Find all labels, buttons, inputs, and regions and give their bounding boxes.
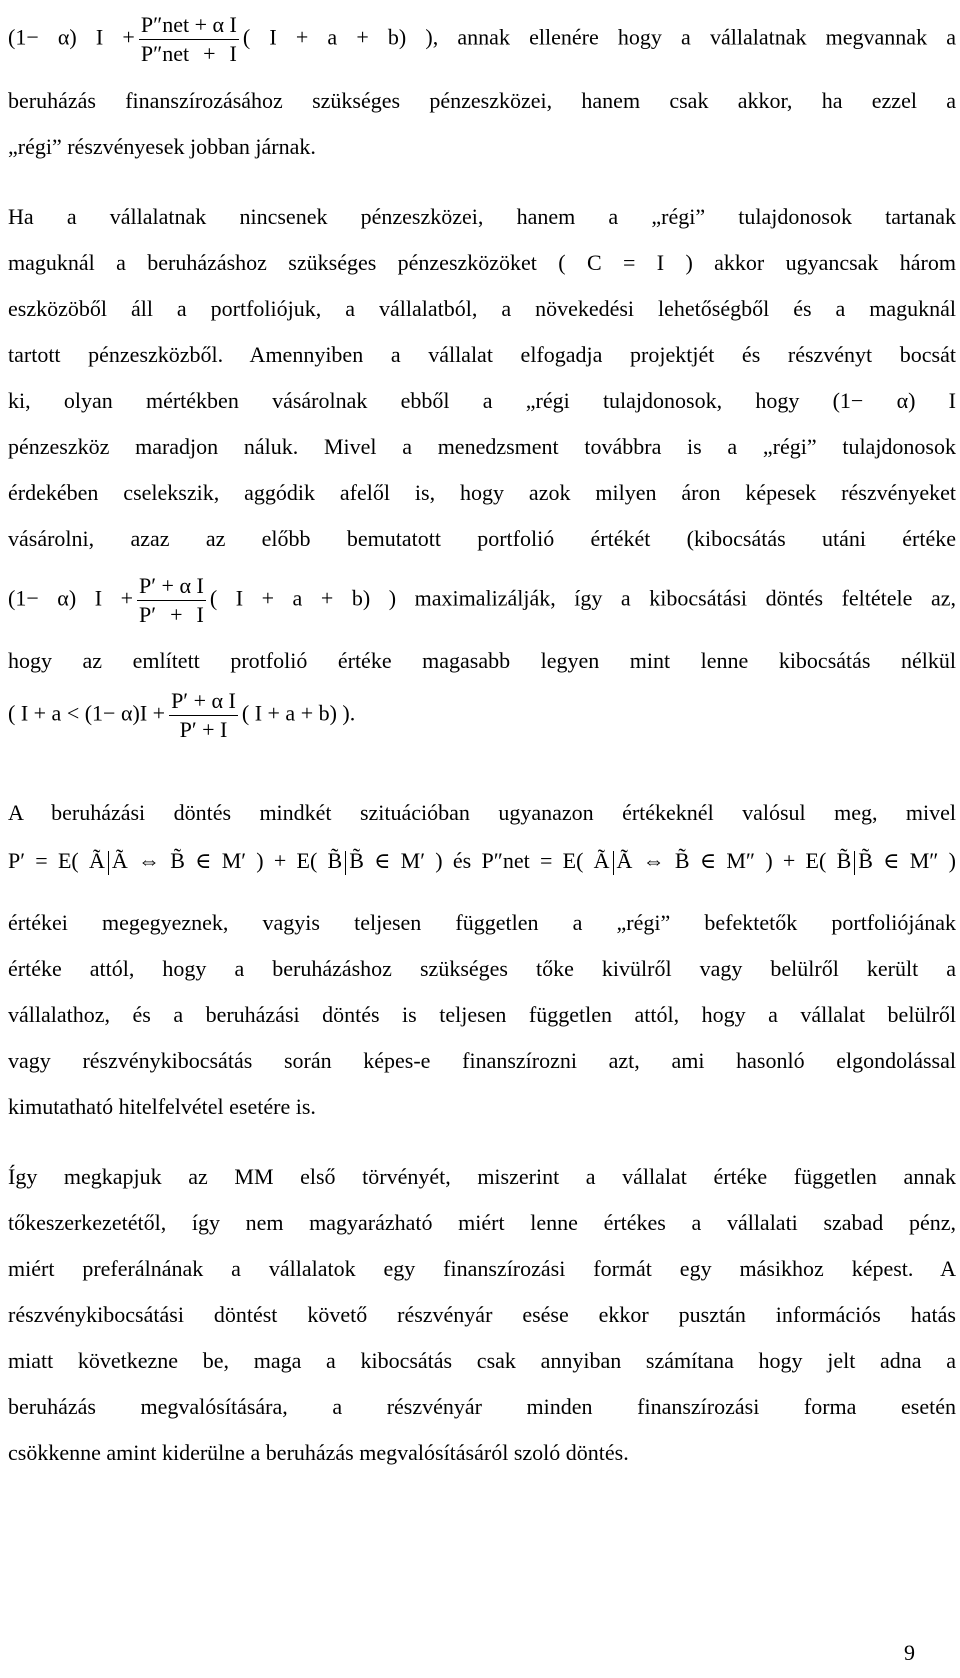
formula-part: P″net = E( Ã	[481, 848, 610, 873]
formula-part: B̃ ∈ M″ )	[858, 848, 956, 873]
formula-part: P′ = E( Ã	[8, 848, 105, 873]
text-line: „régi” részvényesek jobban járnak.	[8, 134, 316, 159]
fraction-denominator: P′ + I	[139, 602, 204, 627]
text-line: maguknál a beruházáshoz szükséges pénzeszközöket ( C = I ) akkor ugyancsak három	[8, 250, 956, 275]
conditional-bar	[345, 851, 346, 875]
fraction	[137, 575, 206, 626]
formula-part: Ã ⇔ B̃ ∈ M″ ) + E( B̃	[616, 848, 852, 873]
formula-line-4	[8, 848, 956, 875]
text-line: értékei megegyeznek, vagyis teljesen független a „régi” befektetők portfoliójának	[8, 910, 956, 935]
fraction-numerator: P′ + α I	[171, 688, 236, 713]
formula-suffix: ( I + a + b) ) maximalizálják, így a kibocsátási döntés feltétele az,	[209, 585, 956, 611]
fraction	[169, 690, 238, 741]
formula-prefix: (1− α) I +	[8, 585, 133, 611]
text-line: kimutatható hitelfelvétel esetére is.	[8, 1094, 316, 1119]
formula-suffix: ( I + a + b) ), annak ellenére hogy a vállalatnak megvannak a	[242, 24, 956, 50]
fraction-numerator: P′ + α I	[139, 573, 204, 598]
conditional-bar	[108, 851, 109, 875]
text-line: hogy az említett protfolió értéke magasabb legyen mint lenne kibocsátás nélkül	[8, 648, 956, 673]
text-line: vásárolni, azaz az előbb bemutatott portfolió értékét (kibocsátás utáni értéke	[8, 526, 956, 551]
formula-part: B̃ ∈ M′ )	[349, 848, 443, 873]
text-line: miatt következne be, maga a kibocsátás csak annyiban számítana hogy jelt adna a	[8, 1348, 956, 1373]
fraction-denominator: P″net + I	[140, 41, 237, 66]
text-line: csökkenne amint kiderülne a beruházás megvalósításáról szoló döntés.	[8, 1440, 629, 1465]
fraction-numerator: P″net + α I	[140, 12, 237, 37]
text-line: Ha a vállalatnak nincsenek pénzeszközei, hanem a „régi” tulajdonosok tartanak	[8, 204, 956, 229]
text-line: beruházás megvalósítására, a részvényár minden finanszírozási forma esetén	[8, 1394, 956, 1419]
formula-line-2	[8, 575, 956, 626]
text-line: tartott pénzeszközből. Amennyiben a vállalat elfogadja projektjét és részvényt bocsát	[8, 342, 956, 367]
page-number: 9	[904, 1640, 915, 1665]
formula-connector: és	[452, 848, 472, 873]
text-line: beruházás finanszírozásához szükséges pénzeszközei, hanem csak akkor, ha ezzel a	[8, 88, 956, 113]
fraction	[139, 14, 239, 65]
text-line: pénzeszköz maradjon náluk. Mivel a menedzsment továbbra is a „régi” tulajdonosok	[8, 434, 956, 459]
text-line: eszközöből áll a portfoliójuk, a vállalatból, a növekedési lehetőségből és a maguknál	[8, 296, 956, 321]
text-line: vagy részvénykibocsátás során képes-e finanszírozni azt, ami hasonló elgondolással	[8, 1048, 956, 1073]
text-line: miért preferálnának a vállalatok egy finanszírozási formát egy másikhoz képest. A	[8, 1256, 956, 1281]
text-line: részvénykibocsátási döntést követő részvényár esése ekkor pusztán információs hatás	[8, 1302, 956, 1327]
text-line: érdekében cselekszik, aggódik afelől is, hogy azok milyen áron képesek részvényeket	[8, 480, 956, 505]
formula-suffix: ( I + a + b) ).	[241, 700, 356, 726]
text-line: A beruházási döntés mindkét szituációban ugyanazon értékeknél valósul meg, mivel	[8, 800, 956, 825]
fraction-denominator: P′ + I	[169, 715, 238, 741]
formula-line-3	[8, 690, 956, 741]
conditional-bar	[854, 851, 855, 875]
text-line: ki, olyan mértékben vásárolnak ebből a „régi tulajdonosok, hogy (1− α) I	[8, 388, 956, 413]
text-line: tőkeszerkezetétől, így nem magyarázható miért lenne értékes a vállalati szabad pénz,	[8, 1210, 956, 1235]
formula-part: Ã ⇔ B̃ ∈ M′ ) + E( B̃	[111, 848, 343, 873]
formula-line-1	[8, 14, 956, 65]
text-line: vállalathoz, és a beruházási döntés is teljesen független attól, hogy a vállalat belülről	[8, 1002, 956, 1027]
formula-prefix: (1− α) I +	[8, 24, 135, 50]
formula-prefix: ( I + a < (1− α)I +	[8, 700, 166, 726]
text-line: értéke attól, hogy a beruházáshoz szükséges tőke kivülről vagy belülről került a	[8, 956, 956, 981]
text-line: Így megkapjuk az MM első törvényét, miszerint a vállalat értéke független annak	[8, 1164, 956, 1189]
conditional-bar	[613, 851, 614, 875]
